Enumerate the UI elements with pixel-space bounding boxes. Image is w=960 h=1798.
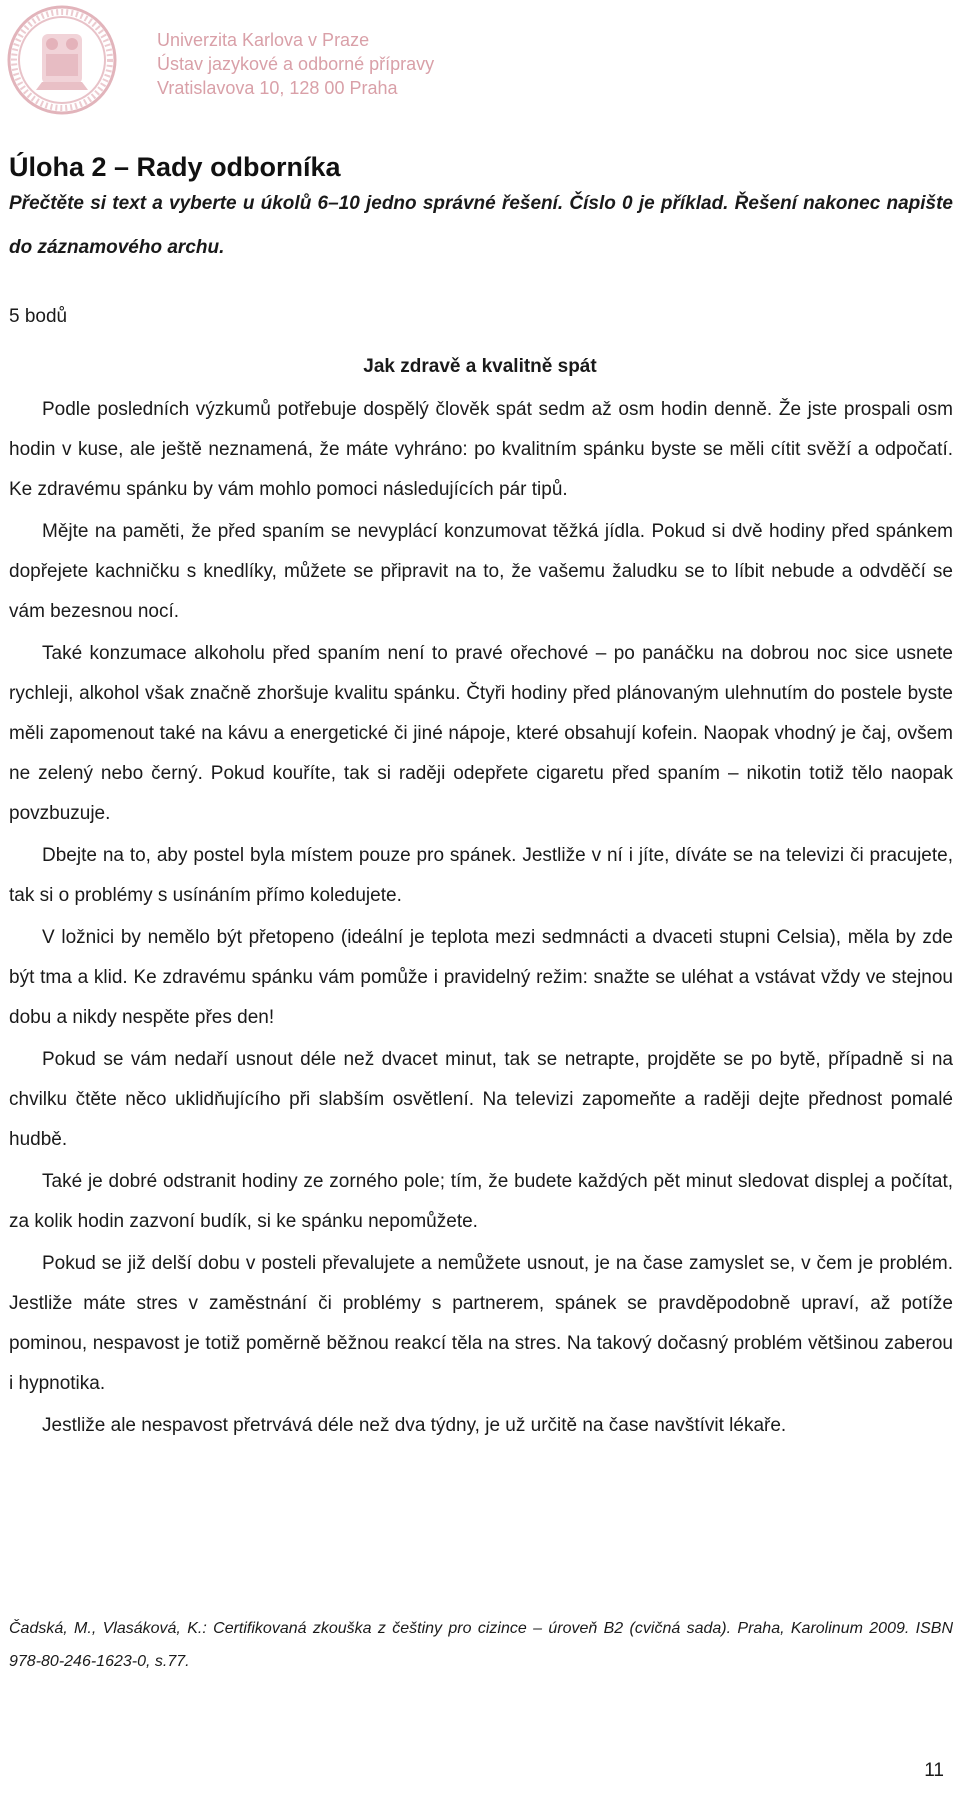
task-instruction: Přečtěte si text a vyberte u úkolů 6–10 jedno správné řešení. Číslo 0 je příklad. Řešení nakonec napište do záznamového archu. (9, 193, 953, 258)
article-paragraph: Také je dobré odstranit hodiny ze zorného pole; tím, že budete každých pět minut sledovat displej a počítat, za kolik hodin zazvoní budík, si ke spánku nepomůžete. (9, 1171, 953, 1232)
article-paragraph: Dbejte na to, aby postel byla místem pouze pro spánek. Jestliže v ní i jíte, díváte se na televizi či pracujete, tak si o problémy s usínáním přímo koledujete. (9, 845, 953, 906)
article-paragraph: Také konzumace alkoholu před spaním není to pravé ořechové – po panáčku na dobrou noc sice usnete rychleji, alkohol však značně zhoršuje kvalitu spánku. Čtyři hodiny před plánovaným ulehnutím do postele byste měli zapomenout také na kávu a energetické či jiné nápoje, které obsahují kofein. Naopak vhodný je čaj, ovšem ne zelený nebo černý. Pokud kouříte, tak si raději odepřete cigaretu před spaním – nikotin totiž tělo naopak povzbuzuje. (9, 643, 953, 824)
source-citation: Čadská, M., Vlasáková, K.: Certifikovaná zkouška z češtiny pro cizince – úroveň B2 (cvičná sada). Praha, Karolinum 2009. ISBN 978-80-246-1623-0, s.77. (9, 1620, 953, 1670)
task-title: Úloha 2 – Rady odborníka (9, 152, 341, 182)
article-paragraph: Pokud se vám nedaří usnout déle než dvacet minut, tak se netrapte, projděte se po bytě, případně si na chvilku čtěte něco uklidňujícího při slabším osvětlení. Na televizi zapomeňte a raději dejte přednost pomalé hudbě. (9, 1049, 953, 1150)
institution-address (157, 28, 434, 100)
institution-name: Univerzita Karlova v Praze (157, 30, 370, 50)
article-paragraph: Mějte na paměti, že před spaním se nevyplácí konzumovat těžká jídla. Pokud si dvě hodiny před spánkem dopřejete kachničku s knedlíky, můžete se připravit na to, že vašemu žaludku se to líbit nebude a odvděčí se vám bezesnou nocí. (9, 521, 953, 622)
university-seal-icon (6, 4, 118, 116)
article-paragraph: Jestliže ale nespavost přetrvává déle než dva týdny, je už určitě na čase navštívit lékaře. (42, 1415, 787, 1436)
article-paragraph: V ložnici by nemělo být přetopeno (ideální je teplota mezi sedmnácti a dvaceti stupni Celsia), měla by zde být tma a klid. Ke zdravému spánku vám pomůže i pravidelný režim: snažte se uléhat a vstávat vždy ve stejnou dobu a nikdy nespěte přes den! (9, 927, 953, 1028)
article-paragraph: Podle posledních výzkumů potřebuje dospělý člověk spát sedm až osm hodin denně. Že jste prospali osm hodin v kuse, ale ještě neznamená, že máte vyhráno: po kvalitním spánku byste se měli cítit svěží a odpočatí. Ke zdravému spánku by vám mohlo pomoci následujících pár tipů. (9, 399, 953, 500)
page-number: 11 (924, 1760, 944, 1781)
article-title: Jak zdravě a kvalitně spát (363, 356, 597, 377)
institution-street: Vratislavova 10, 128 00 Praha (157, 78, 398, 98)
article-body (9, 390, 953, 1448)
page-header (6, 4, 706, 124)
department-name: Ústav jazykové a odborné přípravy (157, 54, 435, 74)
article-paragraph: Pokud se již delší dobu v posteli převalujete a nemůžete usnout, je na čase zamyslet se, v čem je problém. Jestliže máte stres v zaměstnání či problémy s partnerem, spánek se pravděpodobně upraví, až potíže pominou, nespavost je totiž poměrně běžnou reakcí těla na stres. Na takový dočasný problém většinou zaberou i hypnotika. (9, 1253, 953, 1394)
task-points: 5 bodů (9, 306, 68, 327)
